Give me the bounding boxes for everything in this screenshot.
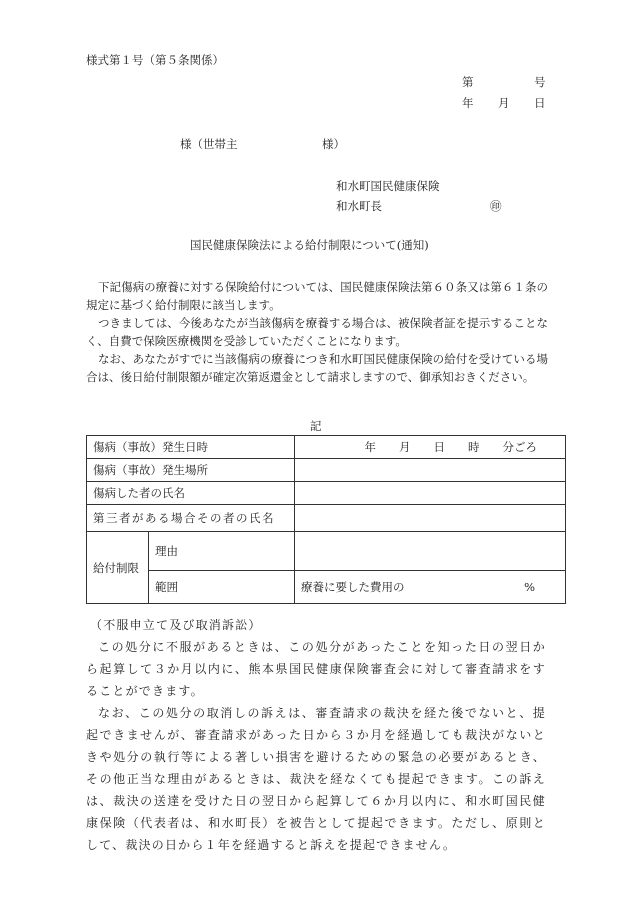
date-day: 日 [534, 96, 546, 110]
restriction-label: 給付制限 [87, 532, 149, 604]
body-paragraph-3: なお、あなたがすでに当該傷病の療養につき和水町国民健康保険の給付を受けている場合は、後日給付制限額が確定次第返還金として請求しますので、御承知おきください。 [86, 352, 548, 384]
scope-value: 療養に要した費用の [301, 580, 405, 594]
table-row [87, 532, 566, 571]
appeal-heading: （不服申立て及び取消訴訟） [90, 618, 262, 632]
body-paragraph-1: 下記傷病の療養に対する保険給付については、国民健康保険法第６０条又は第６１条の規定に基づく給付制限に該当します。 [86, 280, 548, 312]
reason-label: 理由 [149, 532, 295, 571]
body-paragraph-2: つきましては、今後あなたが当該傷病を療養する場合は、被保険者証を提示することなく、自費で保険医療機関を受診していただくことになります。 [86, 316, 548, 348]
third-party-value [295, 505, 566, 532]
percent-sign: % [524, 580, 535, 594]
table-row [87, 571, 566, 604]
scope-label: 範囲 [149, 571, 295, 604]
injured-name-label: 傷病した者の氏名 [87, 482, 295, 505]
injury-place-label: 傷病（事故）発生場所 [87, 459, 295, 482]
scope-cell [295, 571, 566, 604]
addressee-label: 様（世帯主 [180, 137, 238, 151]
addressee-close: 様） [322, 137, 345, 151]
injury-date-label: 傷病（事故）発生日時 [87, 436, 295, 459]
form-number: 様式第１号（第５条関係） [86, 53, 224, 67]
seal-mark: ㊞ [490, 199, 502, 213]
date-month: 月 [498, 96, 510, 110]
document-title: 国民健康保険法による給付制限について(通知) [190, 238, 429, 252]
appeal-paragraph-2: なお、この処分の取消しの訴えは、審査請求の裁決を経た後でないと、提起できませんが、審査請求があった日から３か月を経過しても裁決がないときや処分の執行等による著しい損害を避けるための緊急の必要があるとき、その他正当な理由があるときは、裁決を経なくても提起できます。この訴えは、裁決の送達を受けた日の翌日から起算して６か月以内に、和水町国民健康保険（代表者は、和水町長）を被告として提起できます。ただし、原則として、裁決の日から１年を経過すると訴えを提起できません。 [86, 706, 546, 852]
restriction-table [86, 435, 566, 604]
injured-name-value [295, 482, 566, 505]
date-year: 年 [462, 96, 474, 110]
ki-label: 記 [310, 419, 322, 433]
issuer-title: 和水町長 [336, 199, 382, 213]
injury-date-value: 年 月 日 時 分ごろ [295, 436, 566, 459]
table-row [87, 505, 566, 532]
appeal-paragraph-1: この処分に不服があるときは、この処分があったことを知った日の翌日から起算して３か月以内に、熊本県国民健康保険審査会に対して審査請求をすることができます。 [86, 640, 546, 698]
doc-number-prefix: 第 [462, 75, 474, 89]
issuer-org: 和水町国民健康保険 [336, 179, 440, 193]
doc-number-suffix: 号 [534, 75, 546, 89]
table-row [87, 482, 566, 505]
reason-value [295, 532, 566, 571]
table-row [87, 459, 566, 482]
injury-place-value [295, 459, 566, 482]
table-row [87, 436, 566, 459]
third-party-label: 第三者がある場合その者の氏名 [87, 505, 295, 532]
